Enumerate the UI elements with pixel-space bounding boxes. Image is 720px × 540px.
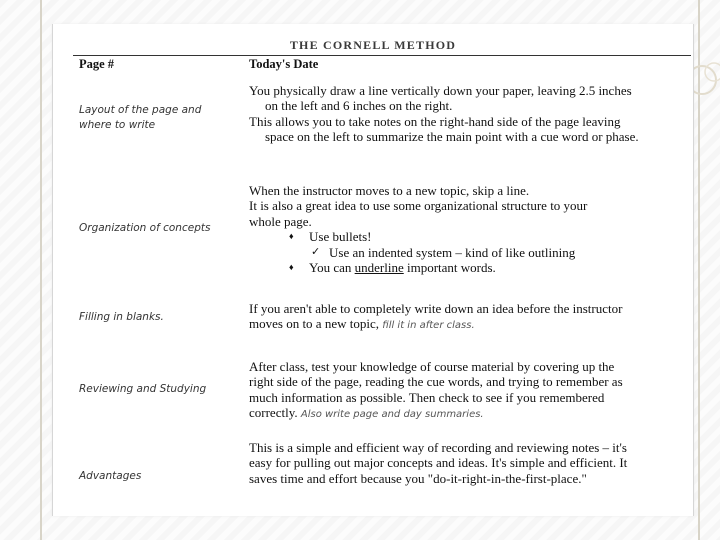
note-paragraph: You physically draw a line vertically down your paper, leaving 2.5 inches on the left and 6 inches on the right. xyxy=(249,83,632,114)
note-line: It is also a great idea to use some organizational structure to your xyxy=(249,198,588,214)
bullet-text: Use bullets! xyxy=(309,229,372,245)
note-text: This is a simple and efficient way of recording and reviewing notes – it's easy for pulling out major concepts and ideas. It's simple and efficient. It saves time and effort because you "do-it-right-in-the-first-place." xyxy=(249,440,628,486)
note-line: When the instructor moves to a new topic, skip a line. xyxy=(249,183,530,198)
bullet-item xyxy=(249,260,639,275)
cue-filling-blanks: Filling in blanks. xyxy=(79,311,164,323)
notes-organization xyxy=(249,183,639,275)
decorative-rule-left xyxy=(40,0,42,540)
cue-line: Layout of the page and xyxy=(79,104,202,116)
cue-layout xyxy=(79,103,201,133)
notes-layout xyxy=(249,83,639,145)
cue-line: where to write xyxy=(79,119,156,131)
note-line: whole page. xyxy=(249,213,312,229)
check-text: Use an indented system – kind of like outlining xyxy=(329,244,576,260)
note-paragraph: This allows you to take notes on the right-hand side of the page leaving space on the left to summarize the main point with a cue word or phase. xyxy=(249,113,639,145)
cue-organization: Organization of concepts xyxy=(79,222,211,234)
bullet-text-before: You can xyxy=(309,260,355,276)
cue-advantages: Advantages xyxy=(79,470,142,482)
handwritten-note: fill it in after class. xyxy=(382,320,475,332)
cornell-notes-document xyxy=(52,24,694,516)
note-text: After class, test your knowledge of course material by covering up the right side of the page, reading the cue words, and trying to remember as much information as possible. Then check to see if you remembered correctly. xyxy=(249,359,623,421)
diamond-bullet-icon: ♦ xyxy=(289,262,294,273)
title-divider xyxy=(73,55,691,56)
diamond-bullet-icon: ♦ xyxy=(289,231,294,242)
notes-reviewing xyxy=(249,359,639,423)
bullet-text-after: important words. xyxy=(403,260,496,276)
page-number-label: Page # xyxy=(79,57,115,71)
todays-date-label: Today's Date xyxy=(249,57,319,71)
note-text: If you aren't able to completely write down an idea before the instructor moves on to a new topic, xyxy=(249,301,623,332)
handwritten-note: Also write page and day summaries. xyxy=(300,409,484,421)
checkmark-icon: ✓ xyxy=(311,245,321,258)
document-title: THE CORNELL METHOD xyxy=(289,38,457,52)
bullet-item xyxy=(249,229,639,244)
underlined-word: underline xyxy=(354,260,404,276)
notes-advantages xyxy=(249,440,639,486)
cue-reviewing: Reviewing and Studying xyxy=(79,383,207,395)
notes-filling-blanks xyxy=(249,301,639,334)
check-item xyxy=(249,245,639,260)
